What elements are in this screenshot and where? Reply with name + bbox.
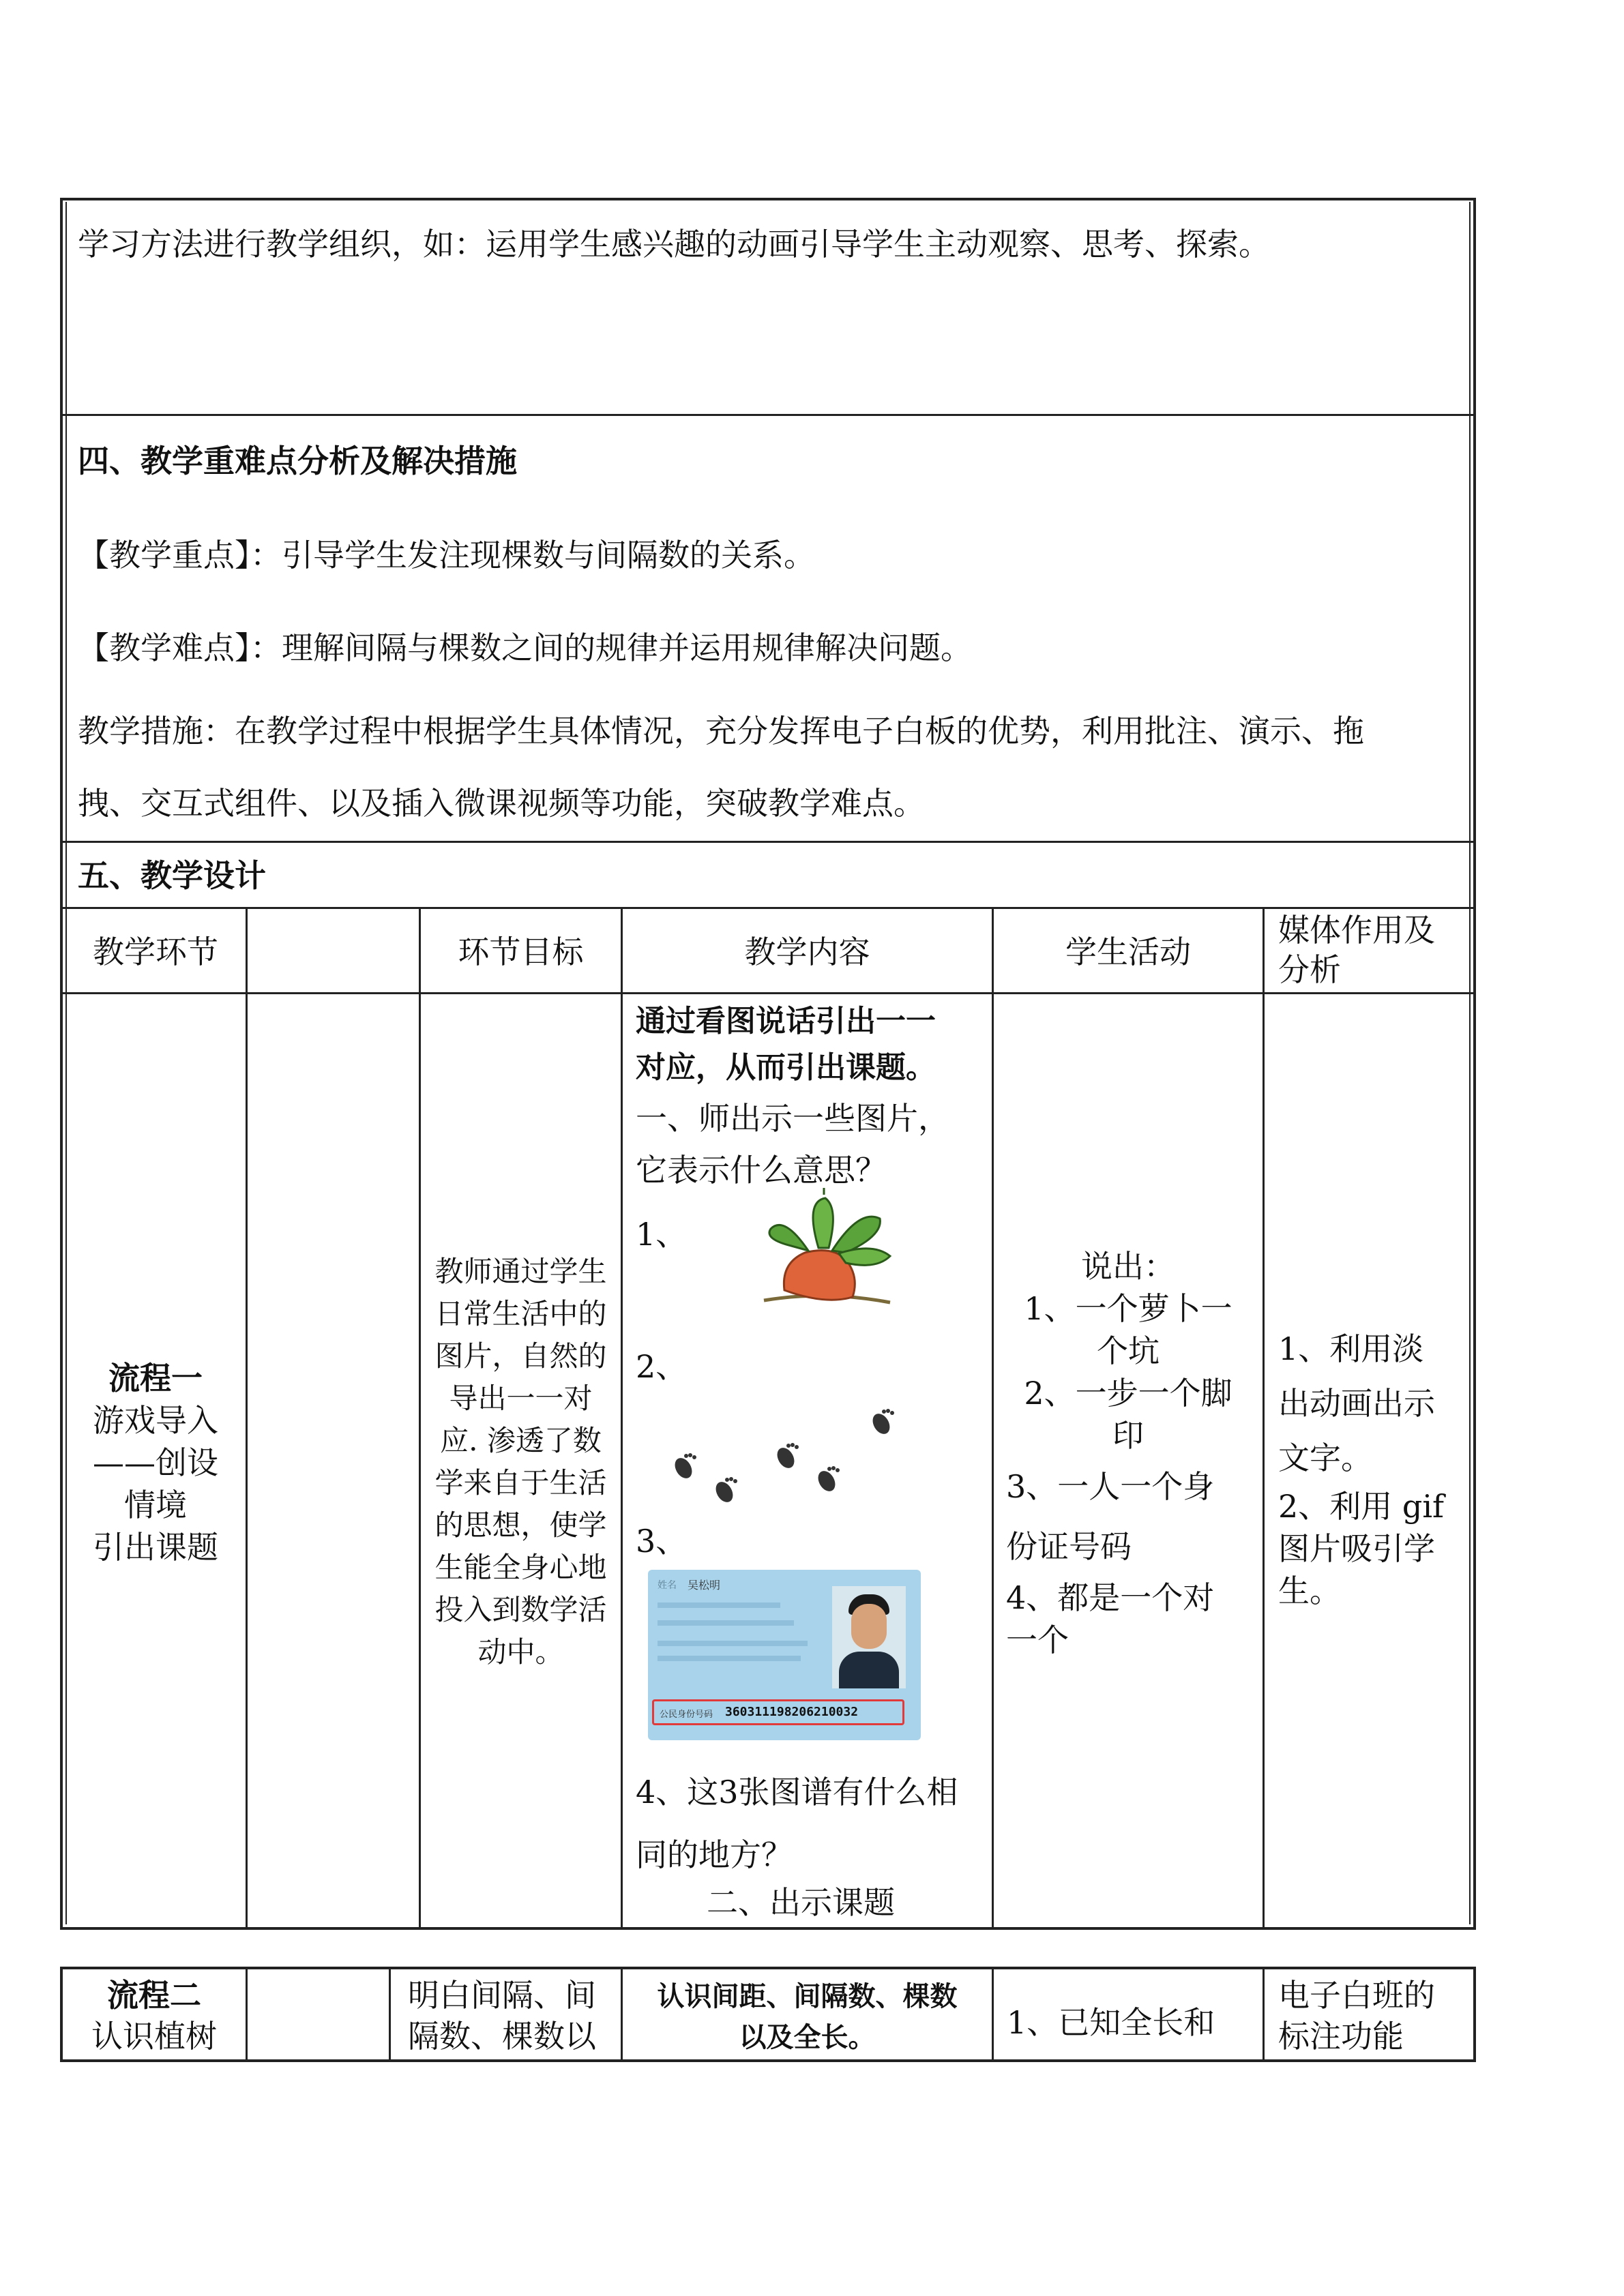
measures-line2: 拽、交互式组件、以及插入微课视频等功能，突破教学难点。	[78, 785, 925, 822]
activity-line: 3、一人一个身	[1006, 1468, 1215, 1505]
section5-title: 五、教学设计	[78, 857, 266, 894]
row2-goal-cell	[408, 1975, 621, 2057]
key-point: 【教学重点】：引导学生发注现棵数与间隔数的关系。	[78, 537, 815, 573]
activity-line: 份证号码	[1006, 1528, 1132, 1565]
content-line1: 一、师出示一些图片，	[636, 1100, 949, 1137]
table-border-right	[1473, 198, 1476, 1930]
col-separator	[1263, 907, 1265, 1928]
col-separator	[992, 1967, 994, 2062]
goal-line: 学来自于生活	[434, 1466, 607, 1500]
table-border-top	[60, 198, 1476, 200]
footprints-image	[641, 1398, 948, 1521]
row-separator	[63, 414, 1473, 416]
table-border-inner-right	[1469, 202, 1471, 1924]
header-media-line2: 分析	[1278, 951, 1341, 988]
stage-cell	[65, 1357, 246, 1568]
activity-line: 1、一个萝卜一	[1024, 1290, 1232, 1327]
media-line: 1、利用淡	[1278, 1330, 1424, 1367]
row2-activity: 1、已知全长和	[1007, 2004, 1215, 2041]
id-card-number: 360311198206210032	[725, 1705, 859, 1719]
id-card-number-box	[652, 1699, 904, 1725]
goal-line: 应. 渗透了数	[440, 1424, 602, 1457]
row2-content-line: 认识间距、间隔数、棵数	[657, 1981, 958, 2012]
row2-media-cell	[1278, 1975, 1471, 2057]
media-line: 2、利用 gif	[1278, 1488, 1445, 1525]
content-item3: 3、	[636, 1523, 688, 1560]
id-card-name: 吴松明	[688, 1579, 721, 1592]
difficulty: 【教学难点】：理解间隔与棵数之间的规律并运用规律解决问题。	[78, 629, 972, 666]
content-bold-line2: 对应，从而引出课题。	[636, 1050, 936, 1085]
content-item1: 1、	[636, 1216, 688, 1253]
activity-line: 2、一步一个脚	[1024, 1375, 1232, 1412]
header-content: 教学内容	[744, 934, 870, 970]
activity-line: 4、都是一个对	[1006, 1579, 1215, 1616]
intro-paragraph: 学习方法进行教学组织，如：运用学生感兴趣的动画引导学生主动观察、思考、探索。	[78, 226, 1270, 263]
row2-content-line: 以及全长。	[739, 2022, 876, 2053]
table-border-left	[60, 198, 63, 1930]
goal-line: 的思想，使学	[434, 1508, 607, 1542]
id-card-photo	[832, 1586, 906, 1688]
col-separator	[1263, 1967, 1265, 2062]
stage-sub: 游戏导入	[93, 1402, 218, 1439]
goal-line: 投入到数学活	[434, 1593, 607, 1626]
col-separator	[389, 1967, 391, 2062]
media-line: 生。	[1278, 1572, 1341, 1609]
row2-goal-line: 明白间隔、间	[408, 1977, 596, 2014]
stage-sub: 情境	[124, 1487, 187, 1523]
row2-content-cell	[623, 1976, 992, 2058]
section4-title: 四、教学重难点分析及解决措施	[78, 443, 517, 479]
content-question2: 同的地方？	[636, 1836, 793, 1873]
activity-line: 一个	[1006, 1622, 1069, 1658]
row2-media-line: 电子白班的	[1278, 1977, 1435, 2014]
activity-cell	[994, 1245, 1263, 1661]
header-media	[1278, 911, 1469, 989]
row-separator	[63, 907, 1473, 909]
media-line: 文字。	[1278, 1440, 1372, 1476]
col-separator	[246, 1967, 248, 2062]
measures-line1: 教学措施：在教学过程中根据学生具体情况，充分发挥电子白板的优势，利用批注、演示、拖	[78, 713, 1364, 749]
row2-stage-sub: 认识植树	[91, 2018, 217, 2055]
header-media-line1: 媒体作用及	[1278, 912, 1435, 949]
content-bold-line1: 通过看图说话引出一一	[636, 1004, 936, 1039]
header-goal: 环节目标	[458, 934, 584, 970]
row-separator	[63, 841, 1473, 843]
media-line: 出动画出示	[1278, 1385, 1435, 1422]
goal-line: 图片，自然的	[434, 1339, 607, 1373]
row2-stage-title: 流程二	[107, 1977, 201, 2014]
goal-line: 动中。	[477, 1635, 564, 1669]
row-separator	[63, 992, 1473, 994]
stage-sub: 引出课题	[93, 1529, 218, 1566]
table-border-inner-left	[65, 202, 67, 1924]
activity-line: 个坑	[1097, 1332, 1160, 1369]
row2-stage-cell	[63, 1975, 246, 2057]
content-question3: 二、出示课题	[707, 1884, 895, 1921]
id-card-name-label: 姓名	[658, 1580, 677, 1591]
col-separator	[621, 907, 623, 1928]
goal-line: 生能全身心地	[434, 1551, 607, 1584]
id-card-image	[648, 1570, 921, 1740]
id-card-number-label: 公民身份号码	[660, 1710, 713, 1720]
activity-line: 说出：	[1081, 1248, 1175, 1285]
radish-image	[743, 1188, 907, 1311]
content-question1: 4、这3张图谱有什么相	[636, 1774, 958, 1810]
content-item2: 2、	[636, 1348, 688, 1385]
row2-goal-line: 隔数、棵数以	[408, 2018, 596, 2055]
row2-media-line: 标注功能	[1278, 2018, 1404, 2055]
col-separator	[246, 907, 248, 1928]
table2-border-right	[1473, 1967, 1476, 2062]
header-activity: 学生活动	[1065, 934, 1191, 970]
header-stage: 教学环节	[93, 934, 218, 970]
activity-line: 印	[1112, 1417, 1144, 1454]
goal-line: 导出一一对	[449, 1382, 593, 1415]
stage-title: 流程一	[108, 1360, 203, 1397]
media-line: 图片吸引学	[1278, 1530, 1435, 1567]
content-line2: 它表示什么意思？	[636, 1152, 887, 1189]
goal-line: 日常生活中的	[434, 1297, 607, 1330]
goal-cell	[421, 1251, 621, 1673]
goal-line: 教师通过学生	[434, 1255, 607, 1288]
media-cell	[1278, 1322, 1471, 1612]
stage-sub: ——创设	[93, 1444, 218, 1481]
